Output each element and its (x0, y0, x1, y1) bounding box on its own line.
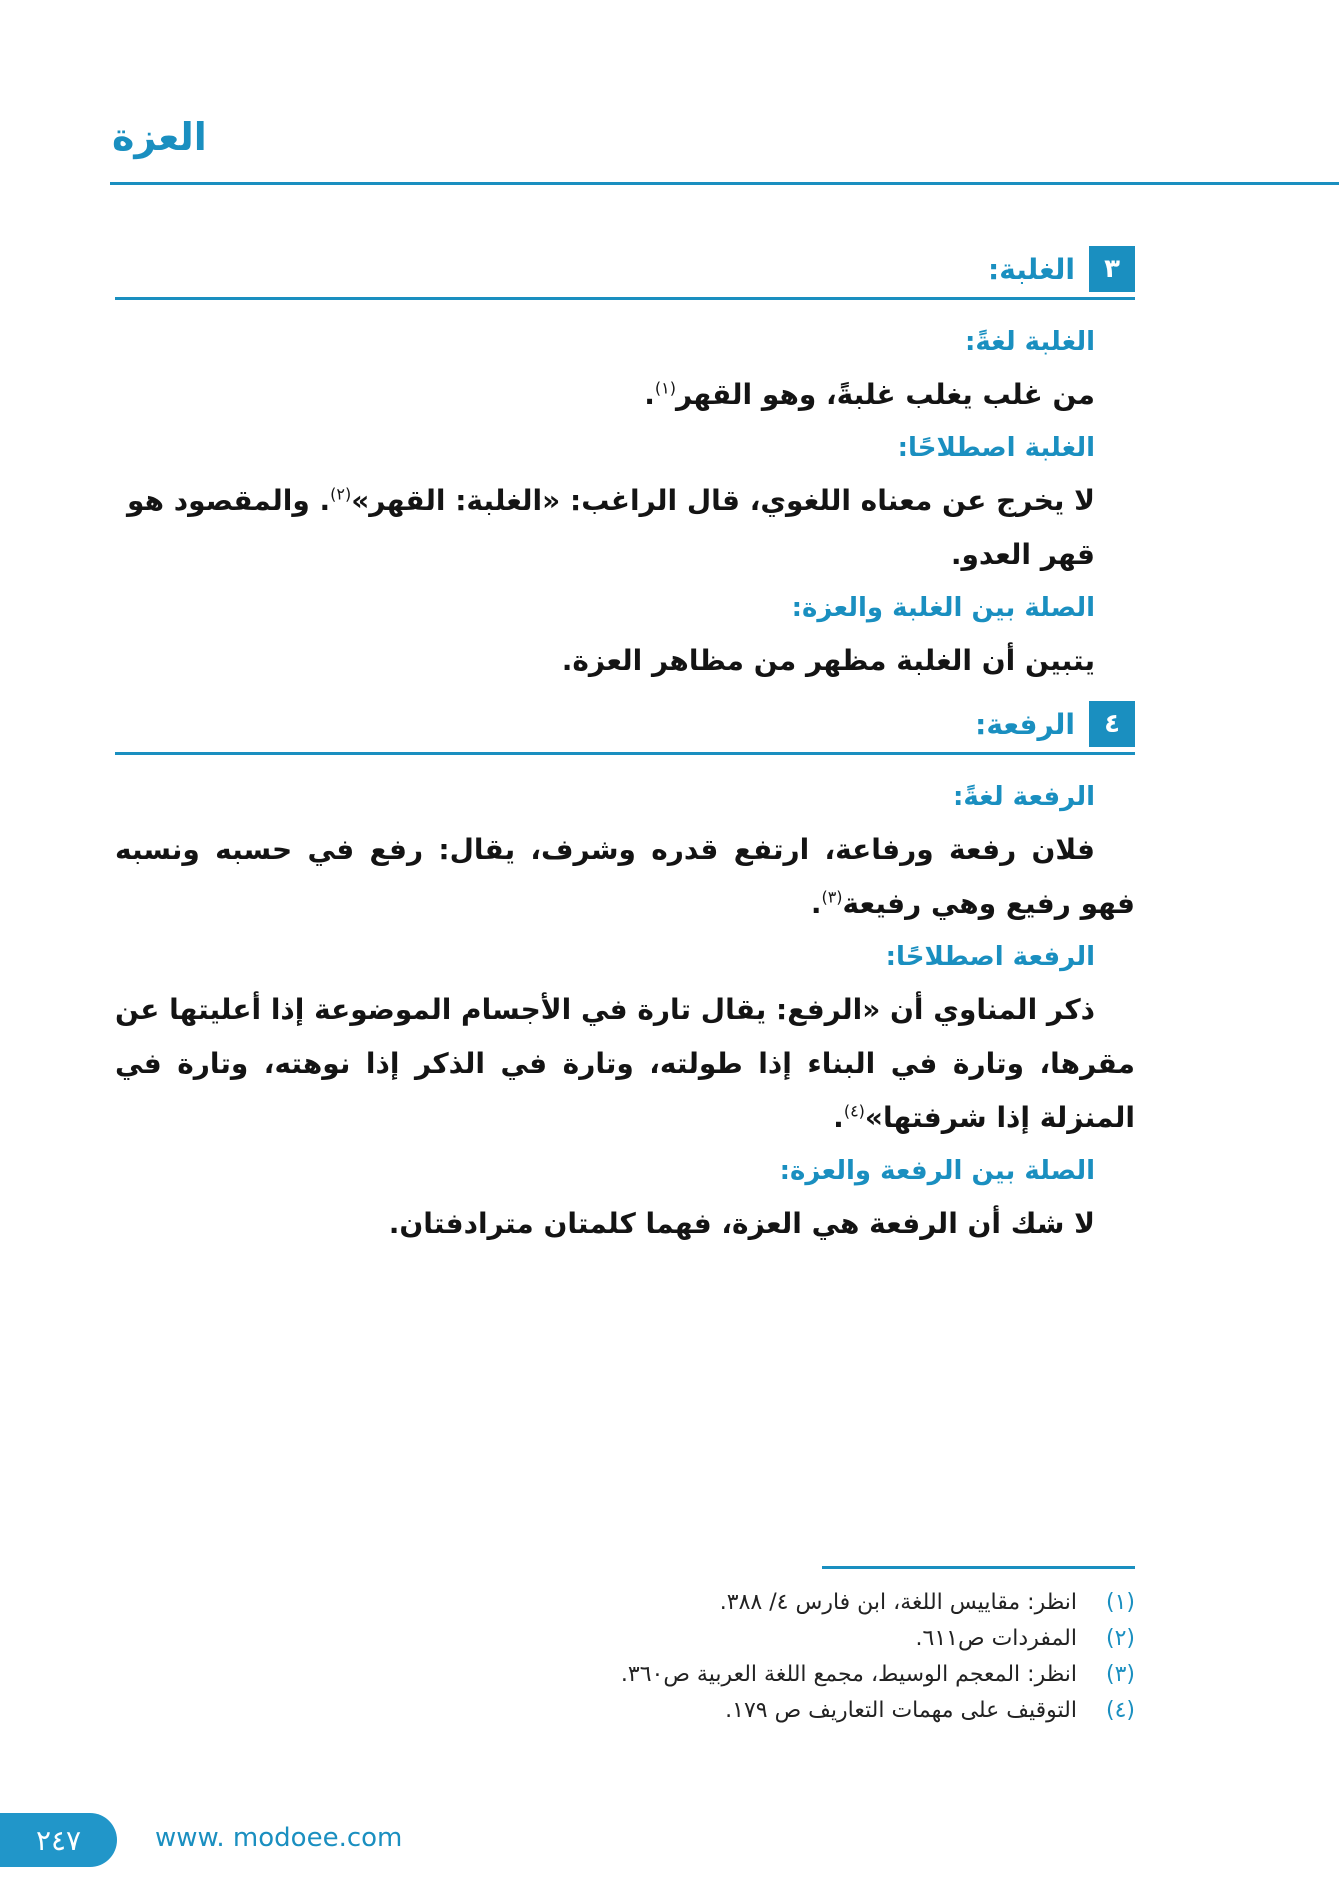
paragraph-text: لا يخرج عن معناه اللغوي، قال الراغب: «الغلبة: القهر» (351, 484, 1095, 517)
subheading-relation: الصلة بين الرفعة والعزة: (779, 1156, 1095, 1186)
subheading-technical: الرفعة اصطلاحًا: (885, 942, 1095, 972)
website-link[interactable]: www. modoee.com (155, 1823, 403, 1853)
section-number-badge: ٣ (1089, 246, 1135, 292)
footnote-number: (١) (1105, 1590, 1135, 1615)
section-title: الرفعة: (975, 707, 1075, 741)
paragraph-tail: . (810, 887, 822, 920)
subheading-linguistic: الغلبة لغةً: (965, 327, 1095, 357)
section-number-badge: ٤ (1089, 701, 1135, 747)
footnote-text: المفردات ص٦١١. (915, 1626, 1077, 1651)
footnote-number: (٣) (1105, 1662, 1135, 1687)
header-rule (110, 182, 1339, 185)
footnote-ref[interactable]: (٤) (843, 1101, 865, 1121)
section-heading-4 (115, 700, 1135, 755)
paragraph (115, 634, 1095, 688)
section-title: الغلبة: (988, 252, 1075, 286)
footnote-ref[interactable]: (٢) (330, 484, 352, 504)
paragraph-tail: . والمقصود هو قهر العدو. (127, 484, 1095, 571)
section-heading-3 (115, 245, 1135, 300)
footnote-item (600, 1585, 1135, 1621)
footnote-ref[interactable]: (١) (654, 378, 676, 398)
footnote-item (600, 1693, 1135, 1729)
paragraph-text: ذكر المناوي أن «الرفع: يقال تارة في الأجسام الموضوعة إذا أعليتها عن مقرها، وتارة في البناء إذا طولته، وتارة في الذكر إذا نوهته، وتارة في المنزلة إذا شرفتها» (115, 993, 1135, 1134)
paragraph (115, 823, 1135, 931)
paragraph-tail: . (644, 378, 655, 411)
paragraph-tail: . (833, 1101, 844, 1134)
footnote-separator (822, 1566, 1135, 1569)
footnote-ref[interactable]: (٣) (821, 887, 843, 907)
footnote-item (600, 1621, 1135, 1657)
paragraph-text: من غلب يغلب غلبةً، وهو القهر (675, 378, 1095, 411)
main-content (115, 245, 1135, 1255)
footnote-number: (٤) (1105, 1698, 1135, 1723)
footnote-item (600, 1657, 1135, 1693)
paragraph-text: لا شك أن الرفعة هي العزة، فهما كلمتان مترادفتان. (388, 1207, 1095, 1240)
paragraph-text: يتبين أن الغلبة مظهر من مظاهر العزة. (561, 644, 1095, 677)
running-title: العزة (112, 115, 207, 159)
footnote-text: التوقيف على مهمات التعاريف ص ١٧٩. (725, 1698, 1077, 1723)
footnote-number: (٢) (1105, 1626, 1135, 1651)
subheading-linguistic: الرفعة لغةً: (953, 782, 1095, 812)
page-number-badge: ٢٤٧ (0, 1813, 117, 1867)
paragraph (115, 474, 1095, 582)
footnote-text: انظر: المعجم الوسيط، مجمع اللغة العربية ص٣٦٠. (620, 1662, 1077, 1687)
paragraph (115, 983, 1135, 1145)
paragraph-text: فلان رفعة ورفاعة، ارتفع قدره وشرف، يقال: رفع في حسبه ونسبه فهو رفيع وهي رفيعة (115, 833, 1135, 920)
paragraph (115, 368, 1095, 422)
subheading-relation: الصلة بين الغلبة والعزة: (791, 593, 1095, 623)
subheading-technical: الغلبة اصطلاحًا: (897, 433, 1095, 463)
footnote-text: انظر: مقاييس اللغة، ابن فارس ٤/ ٣٨٨. (719, 1590, 1077, 1615)
paragraph (115, 1197, 1095, 1251)
footnotes (600, 1585, 1135, 1729)
